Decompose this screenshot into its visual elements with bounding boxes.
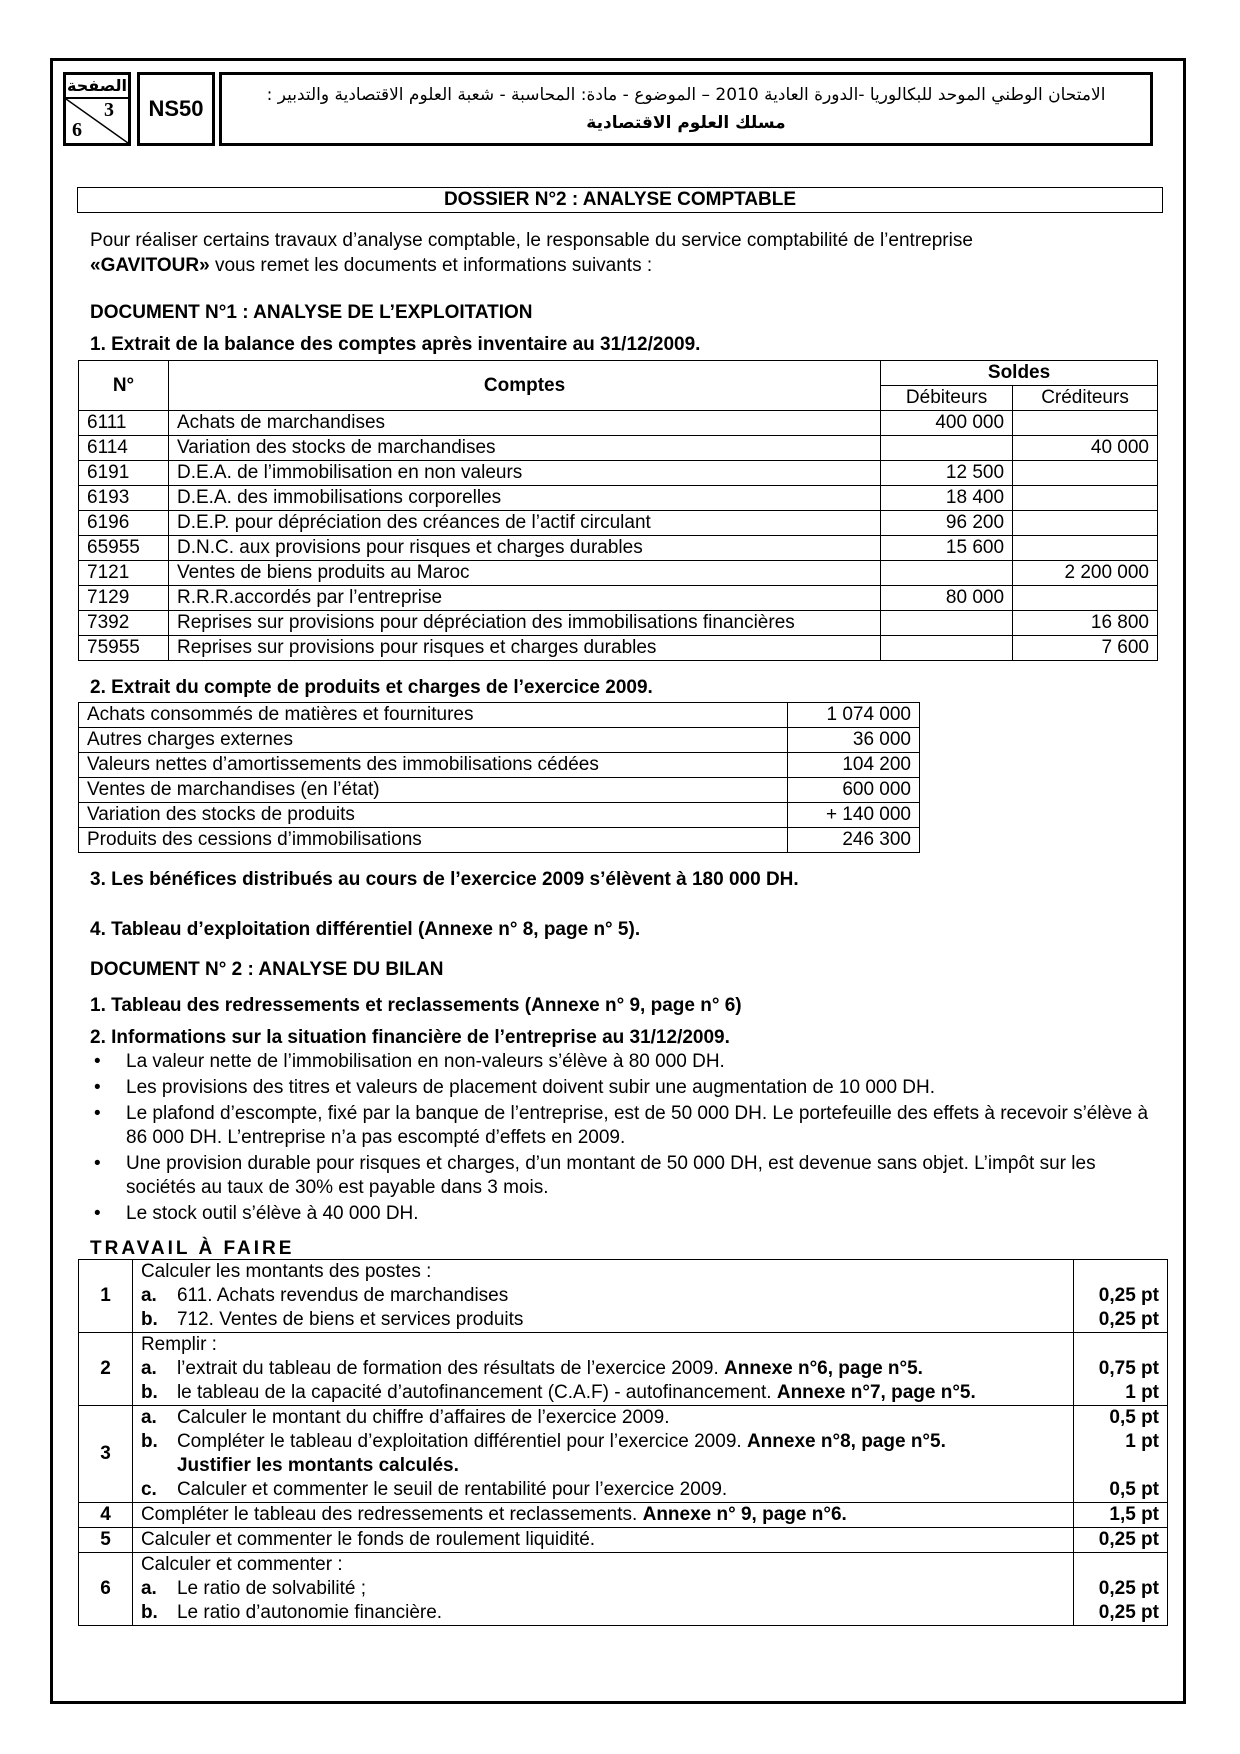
doc2-bullet-list <box>90 1050 1160 1228</box>
task-text: Calculer les montants des postes : <box>140 1261 432 1282</box>
balance-cell-deb: 96 200 <box>881 511 1013 536</box>
balance-cell-compte: D.N.C. aux provisions pour risques et charges durables <box>168 536 880 561</box>
balance-cell-no: 75955 <box>79 636 169 661</box>
balance-cell-cred: 16 800 <box>1013 611 1158 636</box>
cpc-label: Autres charges externes <box>79 728 788 753</box>
balance-cell-deb: 400 000 <box>881 411 1013 436</box>
task-text: Compléter le tableau d’exploitation différentiel pour l’exercice 2009. <box>176 1431 747 1452</box>
cpc-rows <box>79 703 920 853</box>
task-points-line: 0,5 pt <box>1109 1479 1159 1500</box>
task-points-line: 0,25 pt <box>1098 1602 1159 1623</box>
balance-cell-cred <box>1013 536 1158 561</box>
intro-line1: Pour réaliser certains travaux d’analyse comptable, le responsable du service comptabilité de l’entreprise <box>90 230 973 251</box>
task-text: le tableau de la capacité d’autofinancement (C.A.F) - autofinancement. <box>176 1382 777 1403</box>
exam-title <box>219 72 1153 146</box>
task-number: 4 <box>79 1503 133 1528</box>
doc1-section3: 3. Les bénéfices distribués au cours de l’exercice 2009 s’élèvent à 180 000 DH. <box>90 869 799 890</box>
list-item: • Une provision durable pour risques et charges, d’un montant de 50 000 DH, est devenue sans objet. L’impôt sur les sociétés au taux de 30% est payable dans 3 mois. <box>90 1152 1160 1200</box>
company-name: «GAVITOUR» <box>90 255 210 276</box>
table-row <box>79 728 920 753</box>
table-row <box>79 611 1158 636</box>
intro-line2: vous remet les documents et informations suivants : <box>209 255 653 276</box>
task-text: 611. Achats revendus de marchandises <box>176 1285 509 1306</box>
task-points <box>1074 1406 1168 1503</box>
balance-cell-cred <box>1013 411 1158 436</box>
intro-paragraph <box>90 228 1160 278</box>
task-text: Calculer et commenter le seuil de rentabilité pour l’exercice 2009. <box>176 1479 728 1500</box>
table-row <box>79 1553 1168 1626</box>
balance-cell-compte: Variation des stocks de marchandises <box>168 436 880 461</box>
balance-cell-cred: 7 600 <box>1013 636 1158 661</box>
task-text: l’extrait du tableau de formation des résultats de l’exercice 2009. <box>176 1358 725 1379</box>
task-points <box>1074 1503 1168 1528</box>
balance-cell-compte: D.E.A. de l’immobilisation en non valeurs <box>168 461 880 486</box>
balance-cell-compte: R.R.R.accordés par l’entreprise <box>168 586 880 611</box>
doc2-title: DOCUMENT N° 2 : ANALYSE DU BILAN <box>90 959 444 980</box>
cpc-value: 246 300 <box>788 828 920 853</box>
balance-cell-deb: 12 500 <box>881 461 1013 486</box>
cpc-label: Ventes de marchandises (en l’état) <box>79 778 788 803</box>
page-total: 6 <box>72 119 82 141</box>
balance-cell-deb <box>881 561 1013 586</box>
balance-cell-cred <box>1013 461 1158 486</box>
cpc-value: 1 074 000 <box>788 703 920 728</box>
exam-code: NS50 <box>137 72 215 146</box>
exam-title-line2: مسلك العلوم الاقتصادية <box>586 113 786 133</box>
task-text: Calculer et commenter le fonds de roulement liquidité. <box>140 1529 596 1550</box>
task-text: Calculer le montant du chiffre d’affaires de l’exercice 2009. <box>176 1407 670 1428</box>
task-description <box>132 1503 1073 1528</box>
task-description <box>132 1553 1073 1626</box>
task-text: Compléter le tableau des redressements et reclassements. <box>140 1504 643 1525</box>
task-points <box>1074 1333 1168 1406</box>
exam-title-line1: الامتحان الوطني الموحد للبكالوريا -الدورة العادية 2010 – الموضوع - مادة: المحاسبة - شعبة العلوم الاقتصادية والتدبير : <box>266 85 1106 105</box>
doc1-section2-title: 2. Extrait du compte de produits et charges de l’exercice 2009. <box>90 677 653 698</box>
balance-cell-cred: 2 200 000 <box>1013 561 1158 586</box>
cpc-value: 600 000 <box>788 778 920 803</box>
task-points-line: 1 pt <box>1125 1382 1159 1403</box>
task-letter: a. <box>140 1407 157 1428</box>
table-row <box>79 828 920 853</box>
balance-rows <box>79 411 1158 661</box>
task-line <box>141 1577 1065 1601</box>
list-item: • Les provisions des titres et valeurs de placement doivent subir une augmentation de 10 000 DH. <box>90 1076 1160 1100</box>
balance-cell-compte: Reprises sur provisions pour dépréciation des immobilisations financières <box>168 611 880 636</box>
balance-cell-no: 6196 <box>79 511 169 536</box>
balance-cell-no: 6111 <box>79 411 169 436</box>
task-letter: b. <box>140 1382 158 1403</box>
balance-header-comptes: Comptes <box>168 361 880 411</box>
balance-header-no: N° <box>79 361 169 411</box>
balance-cell-compte: Achats de marchandises <box>168 411 880 436</box>
task-description <box>132 1260 1073 1333</box>
task-line <box>141 1308 1065 1332</box>
task-points-line <box>1082 1454 1159 1478</box>
cpc-value: 36 000 <box>788 728 920 753</box>
task-description <box>132 1406 1073 1503</box>
task-line <box>141 1357 1065 1381</box>
task-number: 3 <box>79 1406 133 1503</box>
task-text: Le ratio d’autonomie financière. <box>176 1602 443 1623</box>
balance-cell-no: 7121 <box>79 561 169 586</box>
task-line <box>141 1601 1065 1625</box>
task-points-line: 0,25 pt <box>1098 1578 1159 1599</box>
task-points-line <box>1082 1333 1159 1357</box>
travail-rows <box>79 1260 1168 1626</box>
task-number: 5 <box>79 1528 133 1553</box>
task-letter: a. <box>140 1578 157 1599</box>
table-row <box>79 636 1158 661</box>
task-line <box>141 1478 1065 1502</box>
task-line <box>141 1406 1065 1430</box>
balance-cell-deb <box>881 436 1013 461</box>
task-text: Le ratio de solvabilité ; <box>176 1578 367 1599</box>
task-description <box>132 1333 1073 1406</box>
table-row <box>79 753 920 778</box>
table-row <box>79 461 1158 486</box>
task-line <box>141 1454 1065 1478</box>
task-points-line <box>1082 1260 1159 1284</box>
balance-cell-compte: Ventes de biens produits au Maroc <box>168 561 880 586</box>
task-annex: Annexe n°8, page n°5. <box>746 1431 946 1452</box>
task-points-line: 0,25 pt <box>1098 1309 1159 1330</box>
table-row <box>79 511 1158 536</box>
task-line <box>141 1381 1065 1405</box>
cpc-label: Achats consommés de matières et fournitures <box>79 703 788 728</box>
travail-table <box>78 1259 1168 1626</box>
balance-cell-deb <box>881 636 1013 661</box>
table-row <box>79 703 920 728</box>
task-text: Remplir : <box>140 1334 217 1355</box>
balance-cell-no: 7392 <box>79 611 169 636</box>
task-text: 712. Ventes de biens et services produits <box>176 1309 524 1330</box>
balance-cell-compte: D.E.A. des immobilisations corporelles <box>168 486 880 511</box>
task-annex: Justifier les montants calculés. <box>176 1455 459 1476</box>
task-points-line <box>1082 1553 1159 1577</box>
cpc-label: Variation des stocks de produits <box>79 803 788 828</box>
doc1-title: DOCUMENT N°1 : ANALYSE DE L’EXPLOITATION <box>90 302 533 323</box>
table-row <box>79 1406 1168 1503</box>
balance-cell-cred <box>1013 586 1158 611</box>
task-number: 6 <box>79 1553 133 1626</box>
balance-cell-deb: 80 000 <box>881 586 1013 611</box>
task-letter: b. <box>140 1602 158 1623</box>
task-line <box>141 1284 1065 1308</box>
task-line <box>141 1528 1065 1552</box>
page-number-box <box>63 72 131 146</box>
travail-title: TRAVAIL À FAIRE <box>90 1238 295 1259</box>
task-line <box>141 1260 1065 1284</box>
task-points-line: 0,5 pt <box>1109 1407 1159 1428</box>
task-description <box>132 1528 1073 1553</box>
task-points-line: 0,25 pt <box>1098 1285 1159 1306</box>
cpc-value: 104 200 <box>788 753 920 778</box>
page-current: 3 <box>104 99 114 121</box>
table-row <box>79 1528 1168 1553</box>
dossier-title: DOSSIER N°2 : ANALYSE COMPTABLE <box>77 187 1163 213</box>
task-line <box>141 1553 1065 1577</box>
balance-header-crediteurs: Créditeurs <box>1013 386 1158 411</box>
doc1-section4: 4. Tableau d’exploitation différentiel (Annexe n° 8, page n° 5). <box>90 919 641 940</box>
balance-cell-deb: 18 400 <box>881 486 1013 511</box>
table-row <box>79 1333 1168 1406</box>
task-annex: Annexe n°6, page n°5. <box>724 1358 923 1379</box>
cpc-label: Valeurs nettes d’amortissements des immobilisations cédées <box>79 753 788 778</box>
balance-cell-no: 6193 <box>79 486 169 511</box>
task-line <box>141 1503 1065 1527</box>
task-points-line: 0,75 pt <box>1098 1358 1159 1379</box>
doc2-section2: 2. Informations sur la situation financière de l’entreprise au 31/12/2009. <box>90 1027 730 1048</box>
table-row <box>79 1260 1168 1333</box>
table-row <box>79 411 1158 436</box>
doc2-section1: 1. Tableau des redressements et reclassements (Annexe n° 9, page n° 6) <box>90 995 742 1016</box>
balance-cell-no: 65955 <box>79 536 169 561</box>
balance-cell-compte: Reprises sur provisions pour risques et charges durables <box>168 636 880 661</box>
table-row <box>79 561 1158 586</box>
list-item: • Le stock outil s’élève à 40 000 DH. <box>90 1202 1160 1226</box>
balance-header-debiteurs: Débiteurs <box>881 386 1013 411</box>
cpc-table <box>78 702 920 853</box>
task-points-line: 1,5 pt <box>1109 1504 1159 1525</box>
table-row <box>79 778 920 803</box>
task-letter: b. <box>140 1309 158 1330</box>
task-points <box>1074 1528 1168 1553</box>
task-points <box>1074 1553 1168 1626</box>
doc1-section1-title: 1. Extrait de la balance des comptes après inventaire au 31/12/2009. <box>90 334 701 355</box>
balance-table <box>78 360 1158 661</box>
task-annex: Annexe n° 9, page n°6. <box>642 1504 847 1525</box>
balance-cell-cred: 40 000 <box>1013 436 1158 461</box>
cpc-label: Produits des cessions d’immobilisations <box>79 828 788 853</box>
table-row <box>79 586 1158 611</box>
task-letter: a. <box>140 1358 157 1379</box>
table-row <box>79 803 920 828</box>
table-row <box>79 536 1158 561</box>
balance-cell-deb: 15 600 <box>881 536 1013 561</box>
task-points <box>1074 1260 1168 1333</box>
list-item: • Le plafond d’escompte, fixé par la banque de l’entreprise, est de 50 000 DH. Le portefeuille des effets à recevoir s’élève à 86 000 DH. L’entreprise n’a pas escompté d’effets en 2009. <box>90 1102 1160 1150</box>
balance-cell-deb <box>881 611 1013 636</box>
task-points-line: 0,25 pt <box>1098 1529 1159 1550</box>
balance-cell-no: 6191 <box>79 461 169 486</box>
table-row <box>79 436 1158 461</box>
task-annex: Annexe n°7, page n°5. <box>776 1382 976 1403</box>
balance-cell-no: 7129 <box>79 586 169 611</box>
balance-header-soldes: Soldes <box>881 361 1158 386</box>
balance-cell-no: 6114 <box>79 436 169 461</box>
task-number: 2 <box>79 1333 133 1406</box>
task-text: Calculer et commenter : <box>140 1554 343 1575</box>
task-line <box>141 1333 1065 1357</box>
page-label: الصفحة <box>66 75 128 99</box>
task-letter: a. <box>140 1285 157 1306</box>
cpc-value: + 140 000 <box>788 803 920 828</box>
table-row <box>79 1503 1168 1528</box>
task-line <box>141 1430 1065 1454</box>
balance-cell-cred <box>1013 486 1158 511</box>
task-points-line: 1 pt <box>1125 1431 1159 1452</box>
task-letter: b. <box>140 1431 158 1452</box>
balance-cell-cred <box>1013 511 1158 536</box>
task-letter: c. <box>140 1479 157 1500</box>
table-row <box>79 486 1158 511</box>
list-item: • La valeur nette de l’immobilisation en non-valeurs s’élève à 80 000 DH. <box>90 1050 1160 1074</box>
balance-cell-compte: D.E.P. pour dépréciation des créances de l’actif circulant <box>168 511 880 536</box>
task-number: 1 <box>79 1260 133 1333</box>
